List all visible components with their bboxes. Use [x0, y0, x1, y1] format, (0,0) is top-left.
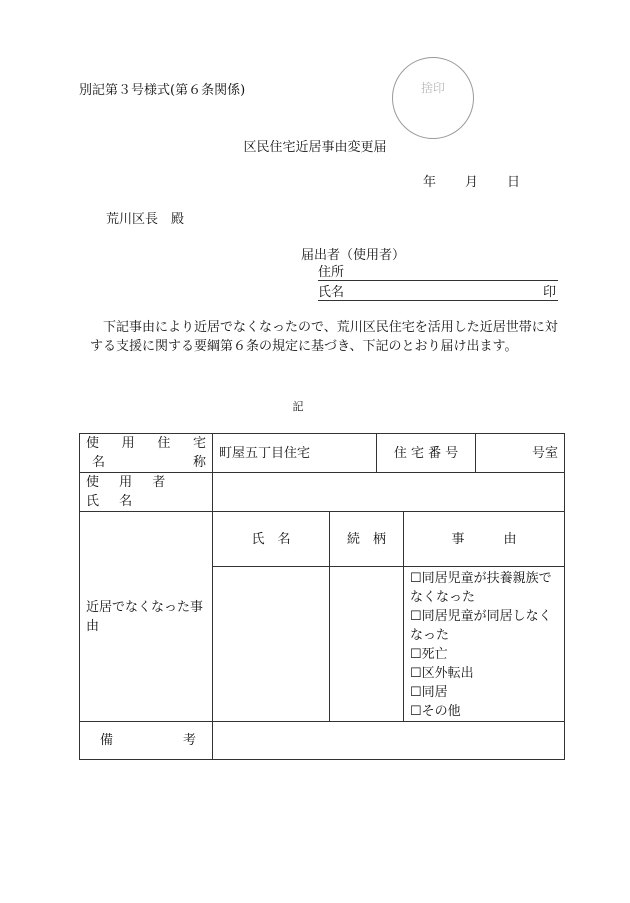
remarks-label-char: 考 [182, 733, 196, 748]
reason-checkbox-option[interactable]: ☐死亡 [410, 647, 448, 662]
reason-checkbox-option[interactable]: ☐同居 [410, 685, 448, 700]
housing-name-char: 使 [86, 436, 100, 451]
housing-name-label-cell [80, 434, 213, 473]
form-table [79, 433, 565, 760]
reason-section-label [80, 512, 213, 722]
housing-name-char: 用 [121, 436, 135, 451]
housing-name-char: 称 [192, 455, 206, 470]
body-paragraph: 下記事由により近居でなくなったので、荒川区民住宅を活用した近居世帯に対する支援に関する要綱第６条の規定に基づき、下記のとおり届け出ます。 [90, 320, 558, 354]
housing-name-value[interactable]: 町屋五丁目住宅 [213, 434, 377, 473]
reason-checkbox-option[interactable]: ☐同居児童が同居しなくなった [410, 609, 552, 643]
reason-options [404, 567, 565, 722]
stamp-label: 捨印 [420, 81, 445, 95]
col-header-reason: 事 由 [404, 512, 565, 567]
member-relation-field[interactable] [330, 567, 404, 722]
applicant-title: 届出者（使用者） [301, 248, 406, 263]
reason-checkbox-option[interactable]: ☐その他 [410, 704, 461, 719]
unit-number-field[interactable]: 号室 [476, 434, 565, 473]
reason-section-label-text: 近居でなくなった事由 [86, 599, 204, 634]
note-heading: 記 [292, 400, 304, 413]
applicant-address-label: 住所 [318, 265, 345, 280]
table-row [80, 512, 565, 567]
addressee: 荒川区長 殿 [106, 212, 185, 227]
stamp-circle [392, 57, 474, 139]
col-header-name: 氏 名 [213, 512, 330, 567]
user-name-label: 使 用 者 氏 名 [80, 473, 213, 512]
remarks-label-char: 備 [100, 733, 114, 748]
reason-checkbox-option[interactable]: ☐同居児童が扶養親族でなくなった [410, 571, 552, 605]
col-header-relation: 続 柄 [330, 512, 404, 567]
date-month-label: 月 [465, 175, 479, 190]
applicant-name-label: 氏名 [318, 285, 345, 300]
date-year-label: 年 [423, 175, 437, 190]
housing-name-char: 名 [92, 455, 106, 470]
housing-name-char: 宅 [192, 436, 206, 451]
form-number: 別記第３号様式(第６条関係) [79, 83, 246, 98]
housing-name-char: 住 [157, 436, 171, 451]
address-underline[interactable] [318, 280, 558, 281]
table-row [80, 434, 565, 473]
seal-mark: 印 [543, 285, 557, 300]
document-title: 区民住宅近居事由変更届 [243, 140, 387, 155]
reason-checkbox-option[interactable]: ☐区外転出 [410, 666, 474, 681]
remarks-field[interactable] [213, 722, 565, 760]
date-day-label: 日 [507, 175, 521, 190]
table-row [80, 473, 565, 512]
remarks-label [80, 722, 213, 760]
name-underline[interactable] [318, 300, 558, 301]
table-row [80, 722, 565, 760]
unit-number-label: 住 宅 番 号 [377, 434, 476, 473]
member-name-field[interactable] [213, 567, 330, 722]
user-name-field[interactable] [213, 473, 565, 512]
